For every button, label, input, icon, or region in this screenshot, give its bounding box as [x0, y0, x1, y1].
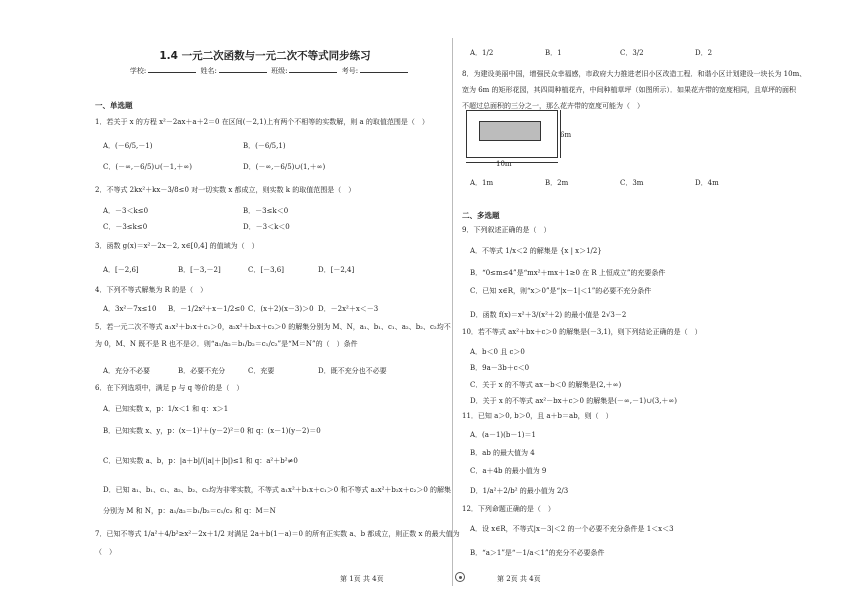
answer-option[interactable]: C．a＋4b 的最小值为 9	[470, 467, 547, 475]
lawn-rect	[479, 121, 541, 141]
answer-option[interactable]: C．已知 x∈R，则“x＞0”是“|x－1|＜1”的必要不充分条件	[470, 287, 652, 295]
question-text: 2．不等式 2kx²＋kx－3/8≤0 对一切实数 x 都成立，则实数 k 的取值范围是（ ）	[95, 186, 356, 194]
question-text: 12．下列命题正确的是（ ）	[462, 505, 555, 513]
column-divider	[452, 38, 453, 586]
field-class-blank[interactable]	[289, 65, 337, 73]
answer-option[interactable]: A．1m	[470, 179, 494, 187]
answer-option[interactable]: B．必要不充分	[178, 367, 226, 375]
answer-option[interactable]: A．1/2	[470, 49, 494, 57]
field-class: 班级:	[271, 67, 288, 75]
field-name-blank[interactable]	[219, 65, 267, 73]
answer-option[interactable]: A．(a－1)(b－1)＝1	[470, 431, 536, 439]
field-school-blank[interactable]	[148, 65, 196, 73]
question-text: 4．下列不等式解集为 R 的是（ ）	[95, 286, 208, 294]
height-label: 6m	[560, 131, 572, 139]
answer-option[interactable]: A．不等式 1/x＜2 的解集是 {x | x＞1/2}	[470, 247, 602, 255]
answer-option[interactable]: D．(－∞,－6/5)∪(1,＋∞)	[243, 163, 326, 171]
answer-option[interactable]: B．1	[545, 49, 562, 57]
answer-option[interactable]: B．－1/2x²＋x－1/2≤0	[168, 305, 245, 313]
answer-option[interactable]: D．[－2,4]	[318, 266, 355, 274]
answer-option[interactable]: A．(－6/5,－1)	[103, 142, 153, 150]
answer-option[interactable]: D．－3＜k＜0	[243, 223, 290, 231]
question-text: 6．在下列选项中，满足 p 与 q 等价的是（ ）	[95, 384, 244, 392]
answer-option[interactable]: C．[－3,6]	[248, 266, 284, 274]
width-label: 10m	[496, 160, 512, 168]
answer-option[interactable]: D．2	[695, 49, 713, 57]
answer-option[interactable]: B．ab 的最大值为 4	[470, 449, 535, 457]
section-single-choice: 一、单选题	[95, 101, 133, 110]
answer-option[interactable]: B．9a－3b＋c＜0	[470, 364, 530, 372]
question-text: 9．下列叙述正确的是（ ）	[462, 226, 551, 234]
answer-option[interactable]: B．“0≤m≤4”是“mx²＋mx＋1≥0 在 R 上恒成立”的充要条件	[470, 269, 666, 277]
question-text: 5．若一元二次不等式 a₁x²＋b₁x＋c₁＞0，a₂x²＋b₂x＋c₂＞0 的解集分别为 M、N，a₁、b₁、c₁、a₂、b₂、c₂均不	[95, 323, 451, 331]
field-name: 姓名:	[200, 67, 217, 75]
answer-option[interactable]: C．3m	[620, 179, 644, 187]
answer-option[interactable]: B．“a＞1”是“－1/a＜1”的充分不必要条件	[470, 549, 605, 557]
footer-page-left: 第 1页 共 4页	[340, 575, 384, 583]
answer-option[interactable]: B．－3≤k＜0	[243, 207, 289, 215]
question-text: （ ）	[95, 548, 116, 556]
answer-option[interactable]: D．函数 f(x)＝x²＋3/(x²＋2) 的最小值是 2√3－2	[470, 311, 627, 319]
answer-option[interactable]: C．－3≤k≤0	[103, 223, 148, 231]
answer-option[interactable]: A．[－2,6]	[103, 266, 139, 274]
answer-option[interactable]: A．已知实数 x，p：1/x＜1 和 q：x＞1	[103, 405, 229, 413]
student-info-line	[120, 65, 420, 76]
answer-option[interactable]: D．关于 x 的不等式 ax²－bx＋c＞0 的解集是(－∞,－1)∪(3,＋∞)	[470, 397, 677, 405]
question-text: 3．函数 g(x)＝x²－2x－2, x∈[0,4] 的值域为（ ）	[95, 242, 259, 250]
question-text: 为 0，M、N 既不是 R 也不是∅．则“a₁/a₂＝b₁/b₂＝c₁/c₂”是“M＝N”的（ ）条件	[95, 340, 358, 348]
question-text: 11．已知 a＞0, b＞0，且 a＋b＝ab，则（ ）	[462, 412, 613, 420]
width-dimension-line	[466, 162, 558, 163]
answer-option[interactable]: B．已知实数 x、y，p：(x－1)²＋(y－2)²＝0 和 q：(x－1)(y－2)＝0	[103, 427, 321, 435]
answer-option[interactable]: C．充要	[248, 367, 275, 375]
answer-option[interactable]: D．－2x²＋x＜－3	[318, 305, 379, 313]
footer-page-right: 第 2页 共 4页	[497, 575, 541, 583]
answer-option[interactable]: A．3x²－7x≤10	[103, 305, 157, 313]
answer-option[interactable]: B．[－3,－2]	[178, 266, 221, 274]
page-title: 1.4 一元二次函数与一元二次不等式同步练习	[159, 50, 371, 62]
question-text: 宽为 6m 的矩形花园，其四周种植花卉，中间种植草坪（如图所示）．如果花卉带的宽度相同，且草坪的面积	[462, 86, 797, 94]
answer-option[interactable]: A．充分不必要	[103, 367, 151, 375]
answer-option[interactable]: D．已知 a₁、b₁、c₁、a₂、b₂、c₂均为非零实数，不等式 a₁x²＋b₁x＋c₁＞0 和不等式 a₂x²＋b₂x＋c₂＞0 的解集	[103, 486, 452, 494]
question-text: 10．若不等式 ax²＋bx＋c＞0 的解集是(－3,1)，则下列结论正确的是（ ）	[462, 328, 702, 336]
answer-option[interactable]: 分别为 M 和 N，p：a₁/a₂＝b₁/b₂＝c₁/c₂ 和 q：M＝N	[103, 507, 276, 515]
answer-option[interactable]: D．既不充分也不必要	[318, 367, 387, 375]
gear-icon	[455, 572, 465, 582]
answer-option[interactable]: B．2m	[545, 179, 569, 187]
question-text: 不超过总面积的三分之一，那么花卉带的宽度可能为（ ）	[462, 102, 644, 110]
answer-option[interactable]: A．设 x∈R，不等式|x－3|＜2 的一个必要不充分条件是 1＜x＜3	[470, 525, 674, 533]
answer-option[interactable]: B．(－6/5,1)	[243, 142, 286, 150]
field-examno-blank[interactable]	[360, 65, 408, 73]
answer-option[interactable]: D．1/a²＋2/b² 的最小值为 2/3	[470, 487, 569, 495]
answer-option[interactable]: A．－3＜k≤0	[103, 207, 149, 215]
answer-option[interactable]: D．4m	[695, 179, 719, 187]
answer-option[interactable]: C．3/2	[620, 49, 644, 57]
garden-figure	[466, 110, 558, 158]
question-text: 8．为建设美丽中国，增强民众幸福感，市政府大力推进老旧小区改造工程．和谐小区计划建设一块长为 10m、	[462, 70, 807, 78]
section-multi-choice: 二、多选题	[462, 211, 500, 220]
answer-option[interactable]: C．(x＋2)(x－3)＞0	[248, 305, 314, 313]
field-school: 学校:	[129, 67, 147, 75]
question-text: 1．若关于 x 的方程 x²－2ax＋a＋2＝0 在区间(－2,1)上有两个不相等的实数解，则 a 的取值范围是（ ）	[95, 118, 429, 126]
question-text: 7．已知不等式 1/a²＋4/b²≥x²－2x＋1/2 对满足 2a＋b(1－a)＝0 的所有正实数 a、b 都成立，则正数 x 的最大值为	[95, 530, 460, 538]
answer-option[interactable]: C．关于 x 的不等式 ax－b＜0 的解集是(2,＋∞)	[470, 381, 622, 389]
answer-option[interactable]: C．(－∞,－6/5)∪(－1,＋∞)	[103, 163, 192, 171]
field-examno: 考号:	[341, 67, 359, 75]
answer-option[interactable]: C．已知实数 a、b，p：|a＋b|/(|a|＋|b|)≤1 和 q：a²＋b²≠0	[103, 457, 298, 465]
answer-option[interactable]: A．b＜0 且 c＞0	[470, 348, 525, 356]
